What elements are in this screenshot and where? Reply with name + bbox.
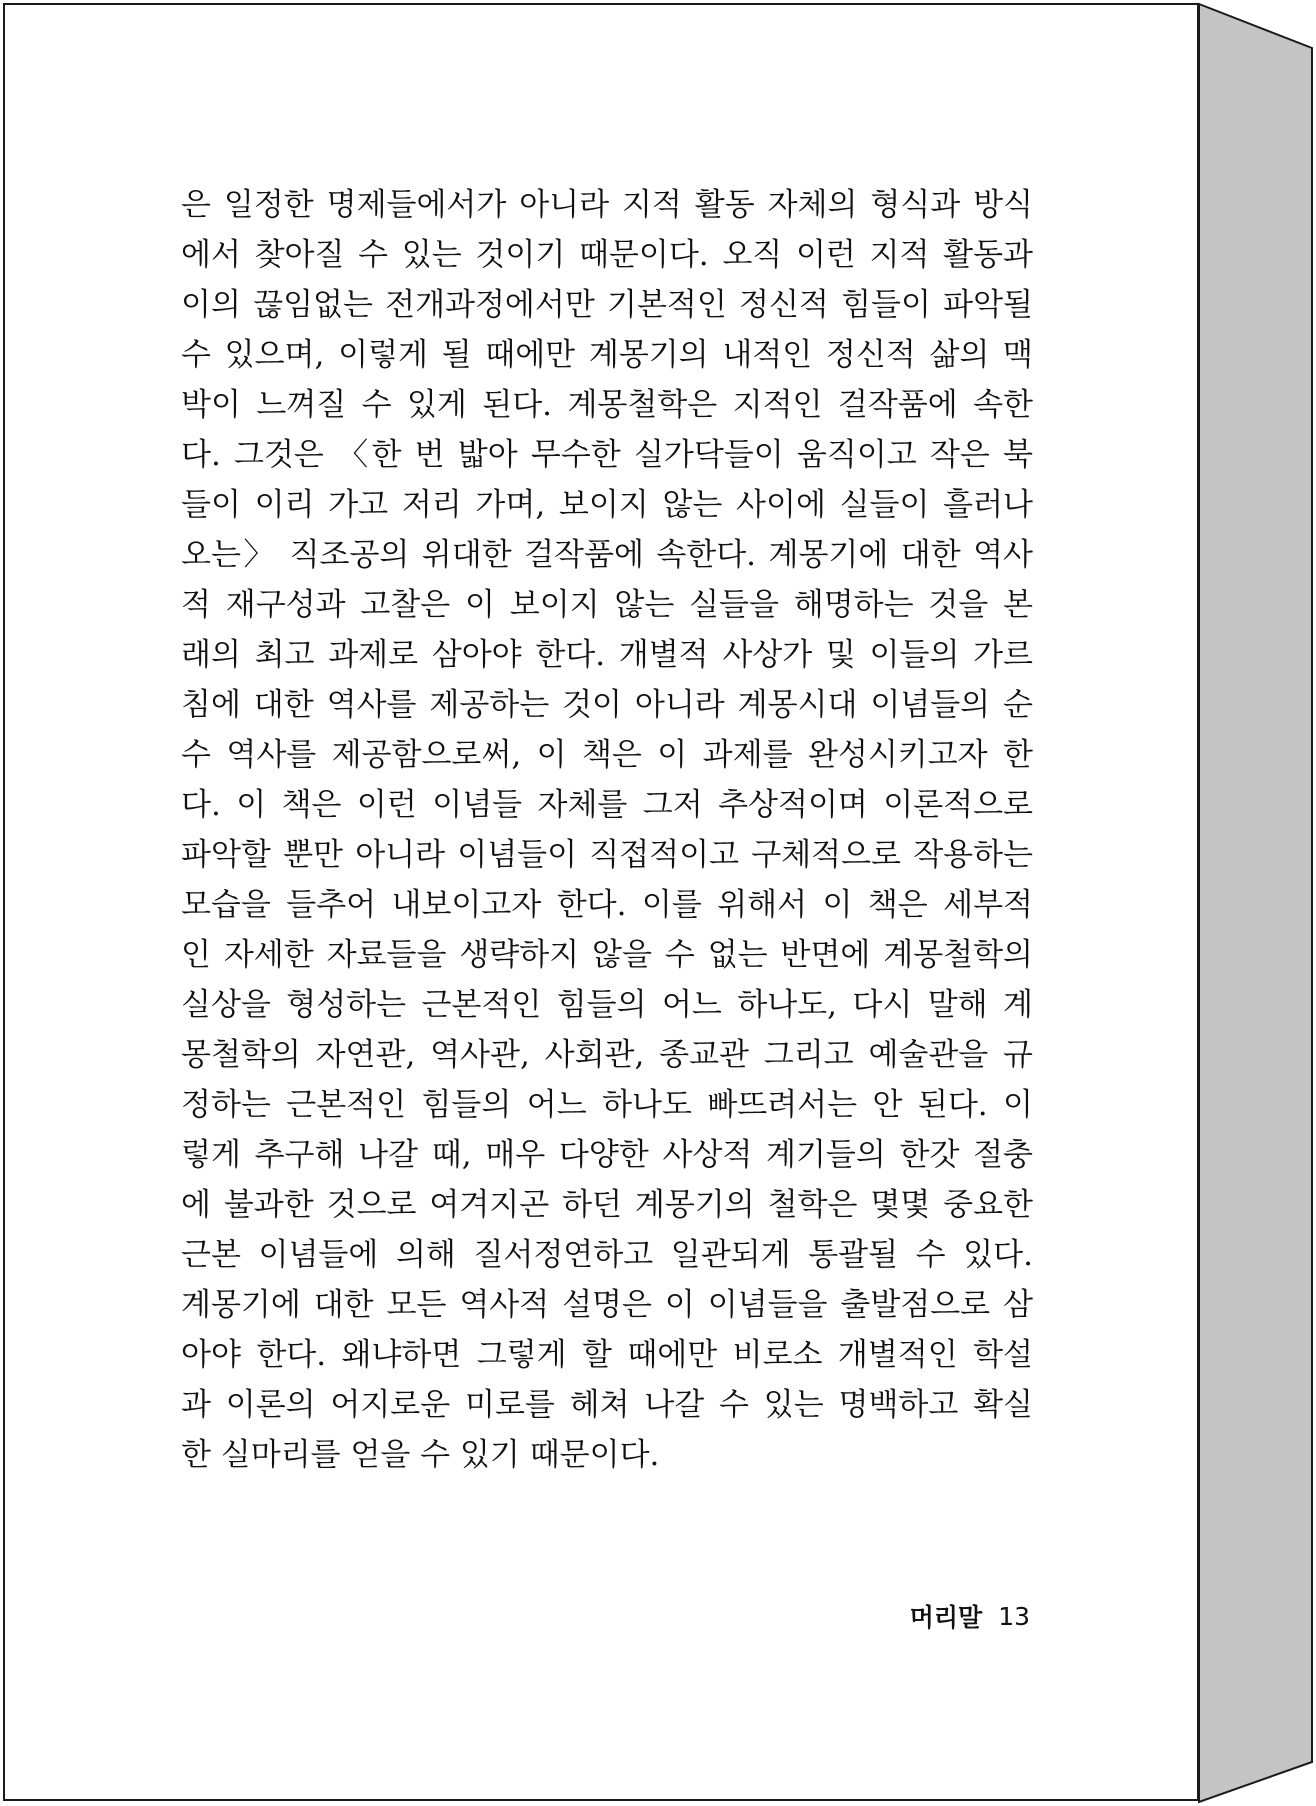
text-line: 래의 최고 과제로 삼아야 한다. 개별적 사상가 및 이들의 가르: [181, 637, 1033, 673]
text-line: 다. 이 책은 이런 이념들 자체를 그저 추상적이며 이론적으로: [181, 787, 1033, 823]
text-line: 과 이론의 어지로운 미로를 헤쳐 나갈 수 있는 명백하고 확실: [181, 1387, 1033, 1423]
text-line: 모습을 들추어 내보이고자 한다. 이를 위해서 이 책은 세부적: [181, 887, 1033, 923]
text-line: 침에 대한 역사를 제공하는 것이 아니라 계몽시대 이념들의 순: [181, 687, 1033, 723]
body-text: [181, 180, 1033, 1480]
text-line: 실상을 형성하는 근본적인 힘들의 어느 하나도, 다시 말해 계: [181, 987, 1033, 1023]
text-line: 다. 그것은 〈한 번 밟아 무수한 실가닥들이 움직이고 작은 북: [181, 437, 1033, 473]
text-line: 은 일정한 명제들에서가 아니라 지적 활동 자체의 형식과 방식: [181, 187, 1033, 223]
text-line: 이의 끊임없는 전개과정에서만 기본적인 정신적 힘들이 파악될: [181, 287, 1033, 323]
text-line: 정하는 근본적인 힘들의 어느 하나도 빠뜨려서는 안 된다. 이: [181, 1087, 1033, 1123]
page-footer: [860, 1594, 1030, 1638]
text-line: 계몽기에 대한 모든 역사적 설명은 이 이념들을 출발점으로 삼: [181, 1287, 1033, 1323]
text-line: 파악할 뿐만 아니라 이념들이 직접적이고 구체적으로 작용하는: [181, 837, 1033, 873]
text-line: 들이 이리 가고 저리 가며, 보이지 않는 사이에 실들이 흘러나: [181, 487, 1033, 523]
chapter-title: 머리말: [909, 1603, 983, 1632]
text-line: 적 재구성과 고찰은 이 보이지 않는 실들을 해명하는 것을 본: [181, 587, 1033, 623]
text-line: 몽철학의 자연관, 역사관, 사회관, 종교관 그리고 예술관을 규: [181, 1037, 1033, 1073]
text-line: 에서 찾아질 수 있는 것이기 때문이다. 오직 이런 지적 활동과: [181, 237, 1033, 273]
page-number: 13: [998, 1601, 1030, 1631]
text-line: 수 있으며, 이렇게 될 때에만 계몽기의 내적인 정신적 삶의 맥: [181, 337, 1033, 373]
text-line: 아야 한다. 왜냐하면 그렇게 할 때에만 비로소 개별적인 학설: [181, 1337, 1033, 1373]
text-line: 렇게 추구해 나갈 때, 매우 다양한 사상적 계기들의 한갓 절충: [181, 1137, 1033, 1173]
text-line: 수 역사를 제공함으로써, 이 책은 이 과제를 완성시키고자 한: [181, 737, 1033, 773]
text-line: 한 실마리를 얻을 수 있기 때문이다.: [181, 1437, 660, 1473]
text-line: 근본 이념들에 의해 질서정연하고 일관되게 통괄될 수 있다.: [181, 1237, 1033, 1273]
page-stack-edge: [1199, 4, 1312, 1802]
text-line: 에 불과한 것으로 여겨지곤 하던 계몽기의 철학은 몇몇 중요한: [181, 1187, 1033, 1223]
text-line: 인 자세한 자료들을 생략하지 않을 수 없는 반면에 계몽철학의: [181, 937, 1033, 973]
text-line: 오는〉 직조공의 위대한 걸작품에 속한다. 계몽기에 대한 역사: [181, 537, 1033, 573]
text-line: 박이 느껴질 수 있게 된다. 계몽철학은 지적인 걸작품에 속한: [181, 387, 1033, 423]
